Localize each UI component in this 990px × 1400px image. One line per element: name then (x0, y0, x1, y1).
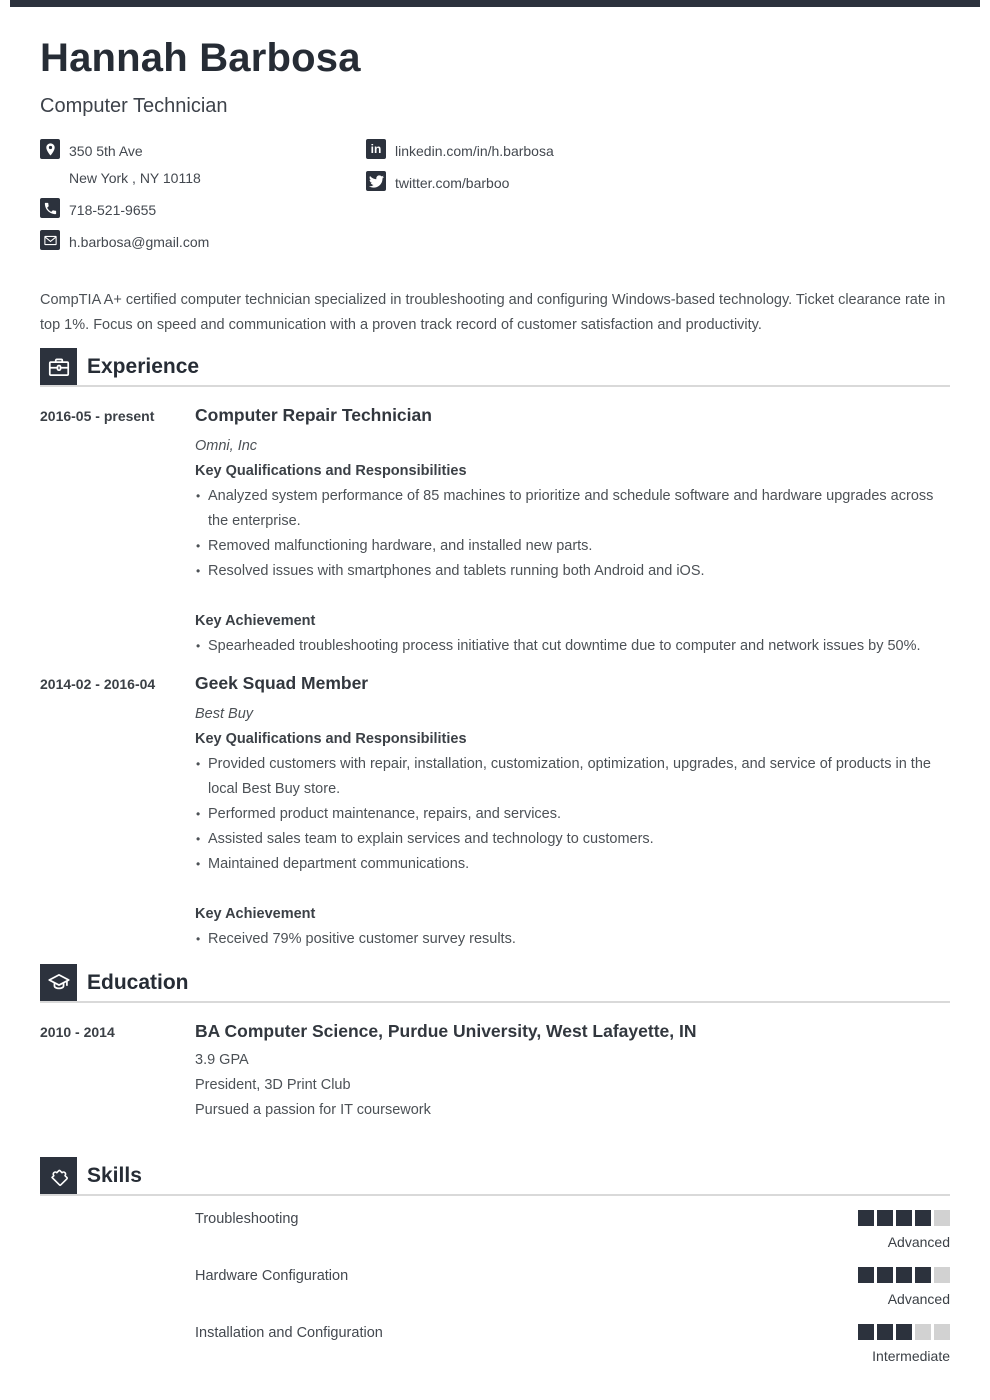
qualification-bullets (195, 484, 950, 584)
skill-square (934, 1210, 950, 1226)
section-title-skills: Skills (87, 1163, 142, 1187)
skill-square (896, 1324, 912, 1340)
phone-icon (40, 198, 60, 218)
skill-square (877, 1267, 893, 1283)
experience-entry-2 (40, 659, 950, 952)
section-header-skills (40, 1157, 950, 1196)
email-address[interactable]: h.barbosa@gmail.com (69, 234, 210, 250)
job-title: Computer Technician (40, 95, 228, 117)
address-line1: 350 5th Ave (69, 143, 143, 159)
achievement-bullets (195, 927, 950, 952)
bullet-item: • Analyzed system performance of 85 machines to prioritize and schedule software and hardware upgrades across the enterprise. (195, 484, 950, 534)
skill-level-block (858, 1267, 950, 1308)
achievement-label: Key Achievement (195, 906, 316, 922)
skill-square (915, 1267, 931, 1283)
bullet-item: • Spearheaded troubleshooting process initiative that cut downtime due to computer and network issues by 50%. (195, 634, 950, 659)
section-header-education (40, 964, 950, 1003)
contact-column-right (366, 139, 554, 262)
puzzle-piece-icon (40, 1157, 77, 1194)
linkedin-icon: in (366, 139, 386, 159)
graduation-cap-icon (40, 964, 77, 1001)
twitter-icon (366, 171, 386, 191)
skill-rating-squares (858, 1210, 950, 1226)
skill-square (858, 1210, 874, 1226)
bullet-item: • Provided customers with repair, installation, customization, optimization, upgrades, and service of products in the local Best Buy store. (195, 752, 950, 802)
skill-square (877, 1210, 893, 1226)
skill-name: Troubleshooting (195, 1211, 299, 1227)
twitter-url[interactable]: twitter.com/barboo (395, 175, 510, 191)
address-line2: New York , NY 10118 (69, 170, 201, 186)
skill-level-block (858, 1210, 950, 1251)
entry-dates: 2014-02 - 2016-04 (40, 676, 156, 692)
briefcase-icon (40, 348, 77, 385)
skill-square (934, 1324, 950, 1340)
qualification-bullets (195, 752, 950, 877)
section-header-experience (40, 348, 950, 387)
education-detail: President, 3D Print Club (195, 1077, 351, 1093)
entry-dates: 2016-05 - present (40, 408, 155, 424)
contact-phone (40, 198, 366, 220)
contact-block (40, 139, 950, 262)
location-pin-icon (40, 139, 60, 159)
skill-row (40, 1210, 950, 1251)
achievement-label: Key Achievement (195, 613, 316, 629)
skill-rating-squares (858, 1324, 950, 1340)
education-detail: 3.9 GPA (195, 1052, 249, 1068)
skill-square (934, 1267, 950, 1283)
skill-name: Installation and Configuration (195, 1325, 383, 1341)
skill-square (896, 1267, 912, 1283)
bullet-item: • Received 79% positive customer survey results. (195, 927, 950, 952)
education-entry (40, 1003, 950, 1123)
contact-email (40, 230, 366, 252)
skill-level-block (858, 1324, 950, 1365)
entry-body (195, 403, 950, 659)
skill-name: Hardware Configuration (195, 1268, 349, 1284)
education-detail: Pursued a passion for IT coursework (195, 1102, 431, 1118)
skill-row (40, 1267, 950, 1308)
bullet-item: • Resolved issues with smartphones and tablets running both Android and iOS. (195, 559, 950, 584)
skill-level-label: Advanced (887, 1291, 950, 1307)
contact-linkedin (366, 139, 554, 161)
skill-square (915, 1210, 931, 1226)
entry-company: Best Buy (195, 706, 254, 722)
section-title-education: Education (87, 970, 189, 994)
entry-role: Geek Squad Member (195, 673, 369, 693)
education-dates: 2010 - 2014 (40, 1024, 115, 1040)
qualifications-label: Key Qualifications and Responsibilities (195, 463, 467, 479)
qualifications-label: Key Qualifications and Responsibilities (195, 731, 467, 747)
skill-square (896, 1210, 912, 1226)
person-name: Hannah Barbosa (40, 36, 361, 80)
phone-number: 718-521-9655 (69, 202, 157, 218)
contact-address (40, 139, 366, 188)
experience-entry-1 (40, 387, 950, 659)
bullet-item: • Removed malfunctioning hardware, and installed new parts. (195, 534, 950, 559)
bullet-item: • Maintained department communications. (195, 852, 950, 877)
contact-column-left (40, 139, 366, 262)
skill-rating-squares (858, 1267, 950, 1283)
professional-summary: CompTIA A+ certified computer technician specialized in troubleshooting and configuring Windows-based technology. Ticket clearance rate in top 1%. Focus on speed and communication with a proven track record of customer satisfaction and productivity. (40, 292, 946, 333)
section-title-experience: Experience (87, 354, 200, 378)
entry-body (195, 671, 950, 952)
skill-level-label: Advanced (887, 1234, 950, 1250)
bullet-item: • Performed product maintenance, repairs, and services. (195, 802, 950, 827)
skill-square (858, 1324, 874, 1340)
skills-list (40, 1196, 950, 1365)
education-degree: BA Computer Science, Purdue University, West Lafayette, IN (195, 1021, 697, 1041)
entry-company: Omni, Inc (195, 438, 258, 454)
skill-square (877, 1324, 893, 1340)
top-accent-bar (10, 0, 980, 7)
bullet-item: • Assisted sales team to explain services and technology to customers. (195, 827, 950, 852)
education-body (195, 1019, 950, 1123)
skill-row (40, 1324, 950, 1365)
address-lines (69, 139, 201, 188)
skill-square (858, 1267, 874, 1283)
email-icon (40, 230, 60, 250)
contact-twitter (366, 171, 554, 193)
linkedin-url[interactable]: linkedin.com/in/h.barbosa (395, 143, 554, 159)
skill-level-label: Intermediate (872, 1348, 950, 1364)
skill-square (915, 1324, 931, 1340)
entry-role: Computer Repair Technician (195, 405, 432, 425)
education-details (195, 1048, 950, 1123)
achievement-bullets (195, 634, 950, 659)
